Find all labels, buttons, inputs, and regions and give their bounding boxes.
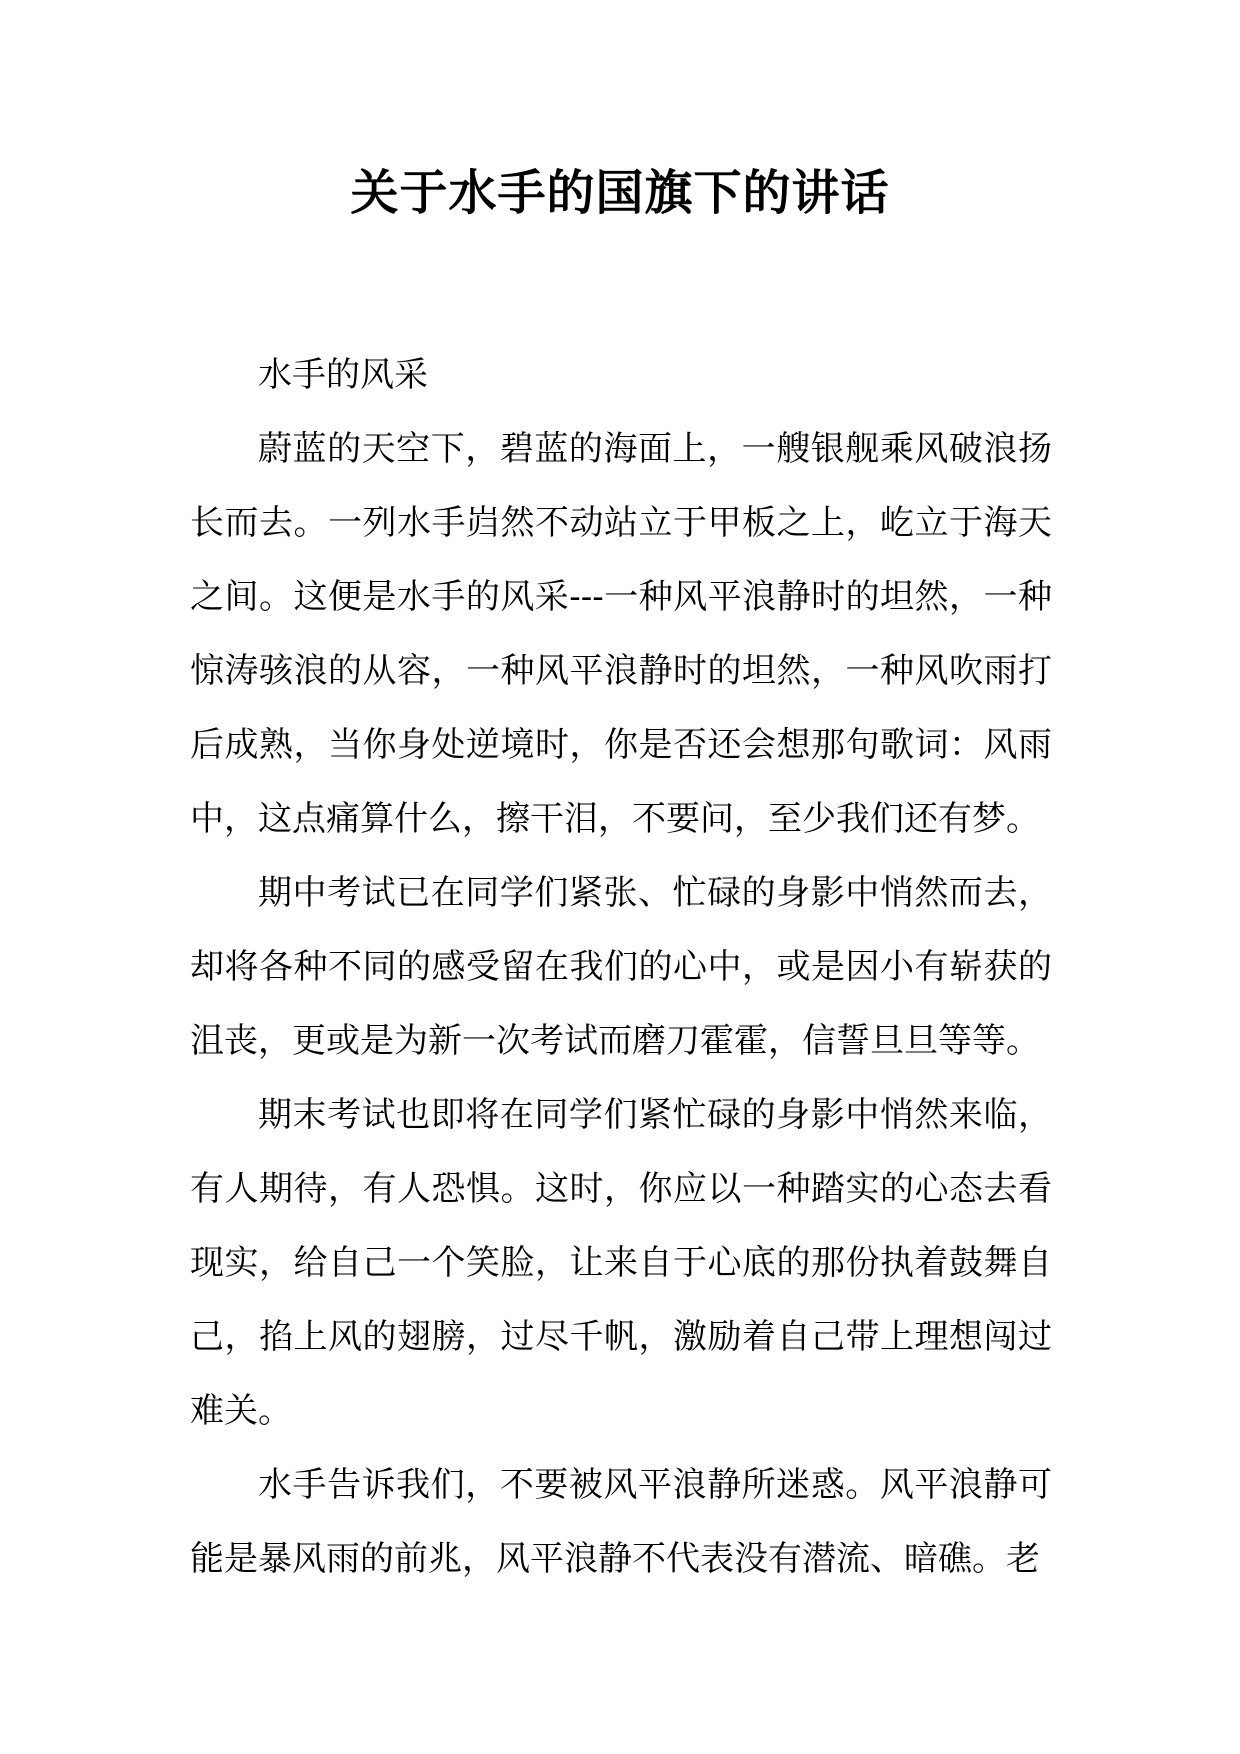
- paragraph: 水手告诉我们，不要被风平浪静所迷惑。风平浪静可能是暴风雨的前兆，风平浪静不代表没有潜流、暗礁。老: [190, 1465, 1052, 1579]
- paragraph: 蔚蓝的天空下，碧蓝的海面上，一艘银舰乘风破浪扬长而去。一列水手岿然不动站立于甲板之上，屹立于海天之间。这便是水手的风采---一种风平浪静时的坦然，一种惊涛骇浪的从容，一种风平浪静时的坦然，一种风吹雨打后成熟，当你身处逆境时，你是否还会想那句歌词：风雨中，这点痛算什么，擦干泪，不要问，至少我们还有梦。: [190, 429, 1052, 839]
- document-title: 关于水手的国旗下的讲话: [350, 165, 890, 221]
- document-body: [190, 338, 1052, 1596]
- paragraph: 期中考试已在同学们紧张、忙碌的身影中悄然而去，却将各种不同的感受留在我们的心中，或是因小有崭获的沮丧，更或是为新一次考试而磨刀霍霍，信誓旦旦等等。: [190, 873, 1052, 1061]
- paragraph: 期末考试也即将在同学们紧忙碌的身影中悄然来临，有人期待，有人恐惧。这时，你应以一种踏实的心态去看现实，给自己一个笑脸，让来自于心底的那份执着鼓舞自己，掐上风的翅膀，过尽千帆，激励着自己带上理想闯过难关。: [190, 1095, 1052, 1431]
- paragraph-heading: 水手的风采: [258, 355, 428, 395]
